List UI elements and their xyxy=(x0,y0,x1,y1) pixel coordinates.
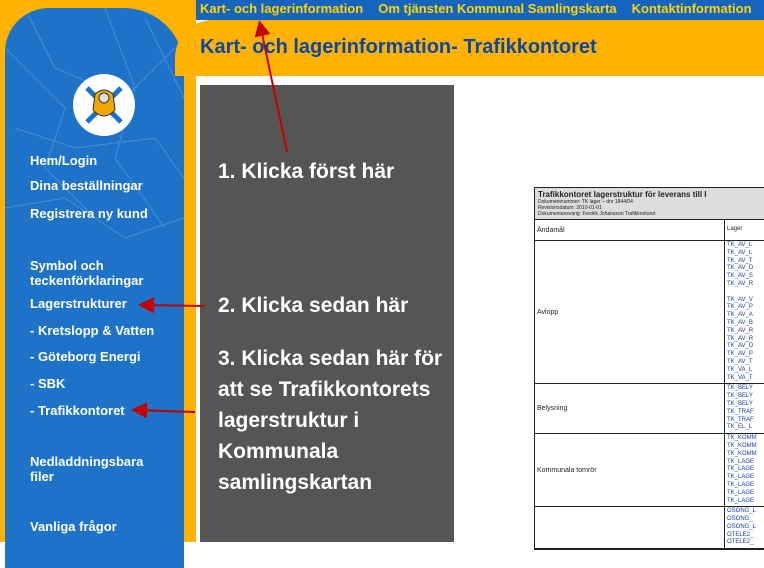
layer-name: OSONG_L xyxy=(727,508,757,515)
layer-name: TK_AV_R xyxy=(727,335,754,342)
row-name: Avlopp xyxy=(535,241,725,383)
layer-name: TK_AV_P xyxy=(727,304,753,311)
layer-name: TK_AV_L xyxy=(727,249,753,256)
layer-name: TK_KOMM xyxy=(727,435,757,442)
layer-name: TK_LAGE xyxy=(727,474,755,481)
arrow-to-trafikkontoret xyxy=(135,410,195,412)
column-header: Lager xyxy=(727,226,743,233)
layer-name: TK_TRAF xyxy=(727,416,754,423)
annotation-step3: 3. Klicka sedan här för att se Trafikkontorets lagerstruktur i Kommunala samlingskartan xyxy=(218,347,443,494)
layer-name: TK_VA_L xyxy=(727,366,753,373)
arrow-to-nav xyxy=(260,24,287,152)
layer-name: TK_LAGE xyxy=(727,458,755,465)
layer-name: TK_EL_L xyxy=(727,424,753,431)
sidebar-item-dina-bestallningar[interactable]: Dina beställningar xyxy=(30,178,143,193)
layer-name: OSONG_L xyxy=(727,523,757,530)
sidebar-item-hem-login[interactable]: Hem/Login xyxy=(30,153,98,168)
layer-name: TK_AV_D xyxy=(727,343,754,350)
layer-name: TK_AV_A xyxy=(727,312,753,319)
layer-name: TK_KOMM xyxy=(727,442,757,449)
sidebar-item-nedladdningsbara[interactable]: Nedladdningsbara filer xyxy=(30,454,144,484)
sidebar-item-symbol[interactable]: Symbol och teckenförklaringar xyxy=(30,258,144,288)
layer-name: TK_AV_V xyxy=(727,296,753,303)
layer-name: TK_AV_R xyxy=(727,327,754,334)
layer-name: TK_AV_L xyxy=(727,242,753,248)
sidebar-item-registrera[interactable]: Registrera ny kund xyxy=(30,206,148,221)
layer-name: TK_BELY xyxy=(727,400,753,407)
layer-name: TK_BELY xyxy=(727,393,753,400)
layer-name: TK_LAGE xyxy=(727,481,755,488)
layer-name: TK_LAGE xyxy=(727,466,755,473)
layer-name: OTELE2_ xyxy=(727,539,754,546)
sidebar-item-sbk[interactable]: - SBK xyxy=(30,376,66,391)
layer-name: TK_AV_B xyxy=(727,319,753,326)
sidebar-item-vanliga-fragor[interactable]: Vanliga frågor xyxy=(30,519,117,534)
nav-link-kart-lagerinformation[interactable]: Kart- och lagerinformation xyxy=(200,1,364,16)
layer-name: TK_TRAF xyxy=(727,408,754,415)
nav-link-kontaktinformation[interactable]: Kontaktinformation xyxy=(631,1,752,16)
annotation-step2: 2. Klicka sedan här xyxy=(218,294,409,317)
column-header: Ändamål xyxy=(535,220,725,240)
sidebar-item-goteborg-energi[interactable]: - Göteborg Energi xyxy=(30,349,141,364)
row-name: Belysning xyxy=(535,384,725,433)
layer-name: TK_AV_T xyxy=(727,358,753,365)
document-meta: Revisionsdatum: 2010-01-01 xyxy=(538,205,602,211)
layer-name: OSONG_ xyxy=(727,516,753,523)
layer-name: TK_KOMM xyxy=(727,450,757,457)
sidebar-item-kretslopp-vatten[interactable]: - Kretslopp & Vatten xyxy=(30,323,155,338)
annotation-step1: 1. Klicka först här xyxy=(218,160,395,183)
document-meta: Dokumentnummer: TK lager – dnr 1844/04 xyxy=(538,199,633,205)
layer-name: TK_AV_R xyxy=(727,280,754,287)
document-title: Trafikkontoret lagerstruktur för leverans till I xyxy=(538,190,707,199)
layer-name: TK_BELY xyxy=(727,385,753,392)
layer-name: TK_LAGE xyxy=(727,497,755,504)
arrow-to-lagerstrukturer xyxy=(142,305,205,306)
document-meta: Dokumentansvarig: Fredrik Johansson Trafikkontoret xyxy=(538,211,656,217)
layer-name: TK_VA_T xyxy=(727,374,753,381)
sidebar-item-lagerstrukturer[interactable]: Lagerstrukturer xyxy=(30,296,127,311)
layer-name: TK_AV_S xyxy=(727,273,753,280)
layer-name: OTELE2_ xyxy=(727,531,754,538)
nav-link-om-tjansten[interactable]: Om tjänsten Kommunal Samlingskarta xyxy=(378,1,617,16)
layer-name: TK_AV_P xyxy=(727,351,753,358)
page-title: Kart- och lagerinformation- Trafikkontoret xyxy=(200,36,597,58)
row-name: Kommunala tomrör xyxy=(535,434,725,506)
layer-name: TK_AV_T xyxy=(727,257,753,264)
sidebar-item-trafikkontoret[interactable]: - Trafikkontoret xyxy=(30,403,125,418)
layer-name: TK_AV_D xyxy=(727,265,754,272)
layer-name: TK_LAGE xyxy=(727,489,755,496)
